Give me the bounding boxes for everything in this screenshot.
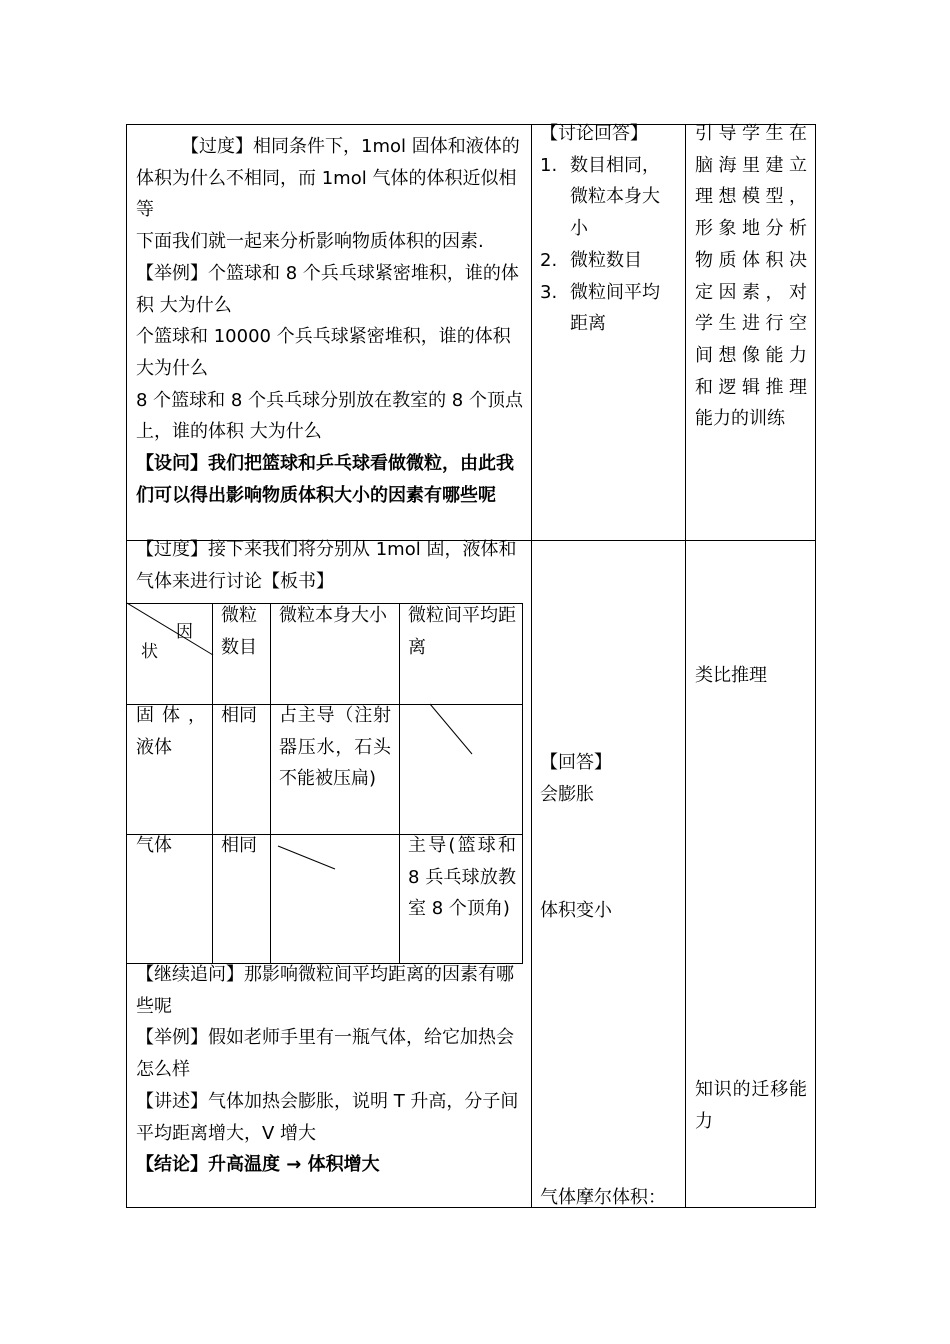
question-paragraph: 【设问】我们把篮球和乒乓球看做微粒，由此我们可以得出影响物质体积大小的因素有哪些呢 [136,453,514,506]
molar-volume-text: 气体摩尔体积： [540,1187,666,1208]
example-paragraph-1: 【举例】个篮球和 8 个兵乓球紧密堆积，谁的体积 大为什么 [136,262,519,316]
discussion-heading: 【讨论回答】 [540,123,648,144]
narration-paragraph: 【讲述】气体加热会膨胀，说明 T 升高，分子间平均距离增大，V 增大 [136,1090,519,1144]
transition-intro: 【过度】接下来我们将分别从 1mol 固，液体和气体来进行讨论【板书】 [136,539,517,592]
state-solid-liquid: 固体，液体 [136,705,206,758]
list-line: 微粒间平均 [570,281,660,303]
volume-smaller-text: 体积变小 [540,900,612,921]
outer-border-left [126,124,127,1208]
inner-border-right [522,603,523,964]
count-solid-liquid: 相同 [221,705,257,726]
intent-line: 学生进行空 [695,313,807,335]
analogy-text: 类比推理 [695,665,767,686]
column-divider-1 [531,124,532,1208]
intent-line: 形象地分析 [695,218,807,240]
list-item [540,245,680,277]
distance-blank-slash [430,704,475,756]
example-paragraph-3: 8 个篮球和 8 个兵乓球分别放在教室的 8 个顶点上，谁的体积 大为什么 [136,389,523,443]
student-cell-1 [540,118,680,340]
inner-col-line-2 [270,603,271,964]
intent-line: 能力的训练 [695,408,785,430]
inner-col-line-3 [399,603,400,964]
list-line: 数目相同， [570,154,660,176]
list-line: 距离 [570,313,606,335]
follow-up-paragraph: 【继续追问】那影响微粒间平均距离的因素有哪些呢 [136,964,514,1017]
outer-border-right [815,124,816,1208]
lesson-cell-left-2 [136,959,523,1181]
transfer-text: 知识的迁移能力 [695,1079,807,1132]
list-item [540,277,680,340]
intent-line: 引导学生在 [695,123,807,144]
list-number: 2. [540,249,558,271]
lesson-cell-left-1 [136,131,523,511]
transition-paragraph: 【过度】相同条件下，1mol 固体和液体的体积为什么不相同，而 1mol 气体的体积近似相等 [136,136,520,221]
example-paragraph-2: 个篮球和 10000 个兵乓球紧密堆积，谁的体积大为什么 [136,326,511,379]
state-gas: 气体 [136,835,172,856]
intent-line: 理想模型， [695,186,807,208]
conclusion-paragraph: 【结论】升高温度 → 体积增大 [136,1154,380,1176]
corner-label-top: 因 [176,622,193,642]
intent-line: 脑海里建立 [695,154,807,176]
intent-line: 物质体积决 [695,249,807,271]
answer-heading: 【回答】 [540,752,612,773]
outer-border-bottom [126,1207,816,1208]
corner-diagonal [127,603,213,663]
intent-line: 间想像能力 [695,344,807,366]
column-divider-2 [685,124,686,1208]
distance-gas: 主导(篮球和 8 兵乓球放教室 8 个顶角) [408,835,516,920]
header-distance: 微粒间平均距离 [408,605,516,658]
list-number: 1. [540,154,558,176]
count-gas: 相同 [221,835,257,856]
size-solid-liquid: 占主导（注射器压水，石头不能被压扁) [279,705,391,790]
list-line: 小 [570,218,588,240]
list-item [540,150,680,245]
intent-line: 定因素，对 [695,281,807,303]
list-line: 微粒数目 [570,249,642,271]
size-blank-slash [278,846,338,872]
intent-cell-1 [695,118,807,435]
list-line: 微粒本身大 [570,186,660,208]
answer-list [540,150,680,340]
transition-intro-cell [136,534,523,597]
heating-example-paragraph: 【举例】假如老师手里有一瓶气体，给它加热会怎么样 [136,1027,514,1081]
intent-line: 和逻辑推理 [695,376,807,398]
answer-text: 会膨胀 [540,784,594,805]
intro-paragraph: 下面我们就一起来分析影响物质体积的因素. [136,231,484,253]
header-size: 微粒本身大小 [279,605,387,626]
corner-label-bottom: 状 [141,642,158,662]
list-number: 3. [540,281,558,303]
header-count: 微粒数目 [221,605,257,658]
